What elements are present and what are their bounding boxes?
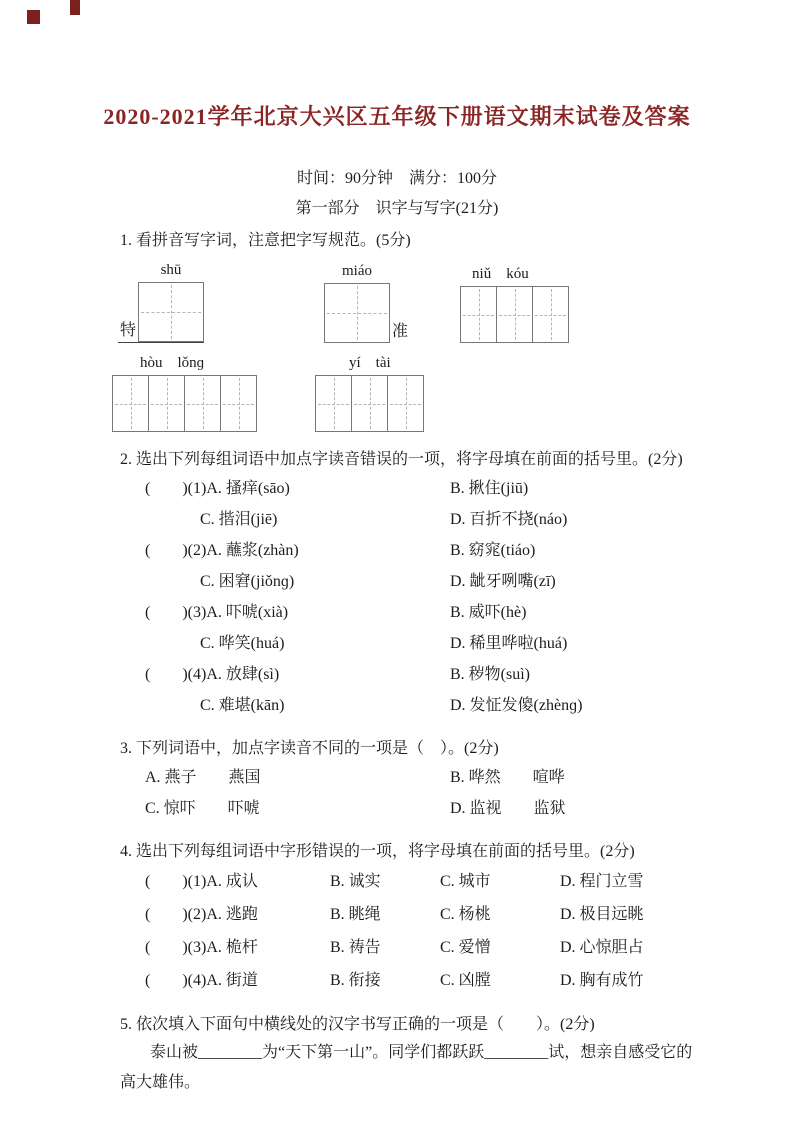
q4-stem: 4. 选出下列每组词语中字形错误的一项，将字母填在前面的括号里。(2分) [120,843,635,860]
writing-cell [149,376,185,431]
option-d: D. 发怔发傻(zhènɡ) [450,697,583,714]
option-a: ( )(2)A. 逃跑 [145,906,258,923]
writing-cell [461,287,497,342]
option-b: B. 衔接 [330,972,381,989]
q2-item1-row2 [120,504,694,535]
q5-sentence-line1: 泰山被________为“天下第一山”。同学们都跃跃________试，想亲自感受它的 [150,1044,693,1061]
write-cell-column [138,260,204,342]
page-title: 2020-2021学年北京大兴区五年级下册语文期末试卷及答案 [103,104,691,129]
option-c: C. 哗笑(huá) [200,635,285,652]
q4-row1 [120,865,694,898]
q1-writing-row-1 [118,260,694,343]
option-a: ( )(1)A. 搔痒(sāo) [145,480,290,497]
writing-grid [315,375,424,432]
write-group-yitai [315,353,424,432]
write-group-houlong [112,353,257,432]
writing-cell [185,376,221,431]
write-group-niukou [460,264,569,343]
section-header: 第一部分 识字与写字(21分) [295,200,499,217]
q2-stem: 2. 选出下列每组词语中加点字读音错误的一项，将字母填在前面的括号里。(2分) [120,451,683,468]
option-a: ( )(2)A. 蘸浆(zhàn) [145,542,299,559]
option-b: B. 揪住(jiū) [450,480,529,497]
writing-cell [113,376,149,431]
q1-writing-row-2 [112,353,694,432]
q3-row2 [120,793,694,824]
option-d: D. 心惊胆占 [560,939,644,956]
writing-cell [533,287,568,342]
q2-item4-row1 [120,659,694,690]
option-d: D. 程门立雪 [560,873,644,890]
option-d: D. 龇牙咧嘴(zī) [450,573,556,590]
option-c: C. 困窘(jiǒnɡ) [200,573,295,590]
writing-cell [497,287,533,342]
option-c: C. 惊吓 吓唬 [145,800,260,817]
option-c: C. 揩泪(jiē) [200,511,278,528]
write-cell-column [324,261,390,343]
option-a: ( )(4)A. 街道 [145,972,258,989]
corner-mark-icon [70,0,80,15]
option-d: D. 稀里哗啦(huá) [450,635,568,652]
writing-cell [388,376,423,431]
option-a: A. 燕子 燕国 [145,769,261,786]
option-b: B. 眺绳 [330,906,381,923]
option-c: C. 城市 [440,873,491,890]
word-label-te: 特 [120,322,137,339]
writing-grid [460,286,569,343]
corner-mark-icon [27,10,40,24]
option-b: B. 诚实 [330,873,381,890]
option-b: B. 哗然 喧哗 [450,769,565,786]
option-b: B. 秽物(suì) [450,666,531,683]
option-d: D. 百折不挠(náo) [450,511,568,528]
q2-item3-row1 [120,597,694,628]
option-a: ( )(1)A. 成认 [145,873,258,890]
writing-grid [324,283,390,343]
q5-sentence-line2: 高大雄伟。 [120,1074,201,1091]
q2-item2-row2 [120,566,694,597]
option-c: C. 难堪(kān) [200,697,285,714]
option-d: D. 监视 监狱 [450,800,566,817]
pinyin-miao: miáo [342,263,373,279]
word-label-zhun: 准 [392,323,409,340]
option-a: ( )(3)A. 桅杆 [145,939,258,956]
q5-stem: 5. 依次填入下面句中横线处的汉字书写正确的一项是（ ）。(2分) [120,1016,595,1033]
q3-row1 [120,762,694,793]
option-a: ( )(3)A. 吓唬(xià) [145,604,289,621]
writing-grid [138,282,204,342]
q1-stem: 1. 看拼音写字词，注意把字写规范。(5分) [120,232,411,249]
write-cell-column [112,353,257,432]
writing-cell [325,284,389,342]
q2-item4-row2 [120,690,694,721]
q2-item3-row2 [120,628,694,659]
option-d: D. 极目远眺 [560,906,644,923]
option-b: B. 威吓(hè) [450,604,527,621]
q4-row4 [120,964,694,997]
pinyin-niukou: niǔ kóu [472,266,529,282]
write-cell-column [315,353,424,432]
q4-row2 [120,898,694,931]
exam-meta: 时间：90分钟 满分：100分 [296,170,497,187]
option-d: D. 胸有成竹 [560,972,644,989]
writing-cell [221,376,256,431]
pinyin-shu: shū [160,262,182,278]
exam-body [0,227,794,1098]
writing-cell [316,376,352,431]
q2-item1-row1 [120,473,694,504]
option-c: C. 爱憎 [440,939,491,956]
write-cell-column [460,264,569,343]
pinyin-houlong: hòu lǒnɡ [140,355,205,371]
option-c: C. 凶膛 [440,972,491,989]
pinyin-yitai: yí tài [349,355,391,371]
option-a: ( )(4)A. 放肆(sì) [145,666,280,683]
option-b: B. 祷告 [330,939,381,956]
write-group-te [118,260,204,343]
option-c: C. 杨桃 [440,906,491,923]
writing-grid [112,375,257,432]
writing-cell [352,376,388,431]
q2-item2-row1 [120,535,694,566]
q4-row3 [120,931,694,964]
writing-cell [139,283,203,341]
q3-stem: 3. 下列词语中，加点字读音不同的一项是（ ）。(2分) [120,740,499,757]
write-group-zhun [324,261,410,343]
option-b: B. 窈窕(tiáo) [450,542,536,559]
